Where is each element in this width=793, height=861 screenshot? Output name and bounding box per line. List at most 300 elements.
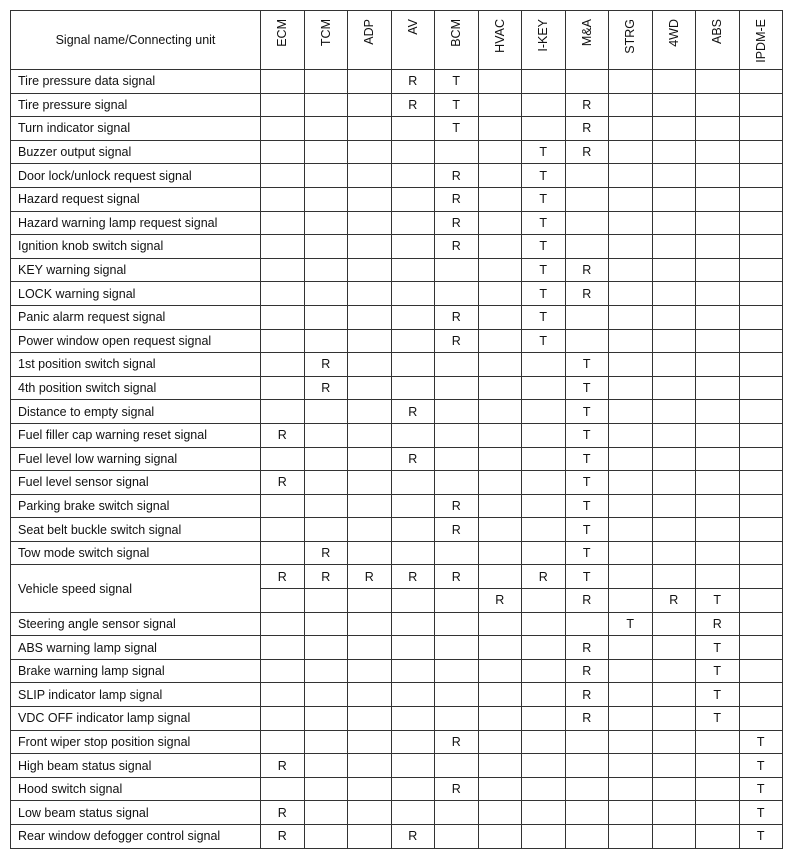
signal-cell (348, 494, 392, 518)
signal-cell: R (261, 471, 305, 495)
signal-cell (261, 187, 305, 211)
signal-cell (609, 258, 653, 282)
unit-header-label: ECM (275, 19, 290, 47)
signal-cell: T (522, 329, 566, 353)
signal-cell (435, 683, 479, 707)
signal-cell (391, 282, 435, 306)
signal-cell: R (435, 494, 479, 518)
unit-header-label: HVAC (492, 19, 507, 53)
signal-cell (609, 93, 653, 117)
signal-cell (348, 305, 392, 329)
signal-cell (609, 447, 653, 471)
signal-cell (522, 707, 566, 731)
signal-name: VDC OFF indicator lamp signal (11, 707, 261, 731)
signal-cell (522, 730, 566, 754)
signal-cell (348, 612, 392, 636)
signal-cell (348, 730, 392, 754)
signal-name: Low beam status signal (11, 801, 261, 825)
signal-cell (739, 282, 783, 306)
signal-cell (304, 730, 348, 754)
signal-name: Power window open request signal (11, 329, 261, 353)
signal-cell (652, 140, 696, 164)
signal-cell (739, 518, 783, 542)
signal-cell: T (565, 400, 609, 424)
signal-cell (609, 659, 653, 683)
signal-cell (261, 541, 305, 565)
signal-cell (435, 258, 479, 282)
signal-cell (522, 589, 566, 613)
signal-cell (609, 754, 653, 778)
signal-cell (652, 636, 696, 660)
signal-cell: T (522, 305, 566, 329)
signal-cell (348, 659, 392, 683)
signal-cell (391, 353, 435, 377)
table-row (11, 825, 783, 849)
signal-cell (522, 447, 566, 471)
signal-cell (348, 211, 392, 235)
signal-cell (304, 636, 348, 660)
signal-cell (348, 683, 392, 707)
signal-cell (652, 707, 696, 731)
signal-cell (609, 329, 653, 353)
signal-cell: T (435, 70, 479, 94)
signal-cell (652, 777, 696, 801)
signal-cell (609, 140, 653, 164)
signal-cell (304, 589, 348, 613)
signal-cell (739, 400, 783, 424)
signal-cell (304, 659, 348, 683)
signal-cell (435, 825, 479, 849)
signal-cell (652, 825, 696, 849)
signal-cell (478, 376, 522, 400)
signal-cell: T (739, 801, 783, 825)
signal-cell: T (696, 589, 740, 613)
signal-cell (522, 683, 566, 707)
signal-cell (739, 117, 783, 141)
signal-cell: R (261, 825, 305, 849)
signal-cell (478, 636, 522, 660)
signal-cell (696, 282, 740, 306)
header-row (11, 11, 783, 70)
signal-cell (609, 471, 653, 495)
signal-cell (739, 211, 783, 235)
signal-name: Fuel level low warning signal (11, 447, 261, 471)
signal-cell: R (391, 565, 435, 589)
signal-cell (739, 376, 783, 400)
table-row (11, 93, 783, 117)
signal-cell (522, 494, 566, 518)
signal-cell: T (696, 636, 740, 660)
signal-cell (261, 659, 305, 683)
signal-cell (304, 235, 348, 259)
signal-cell (696, 93, 740, 117)
signal-cell (652, 471, 696, 495)
signal-cell (478, 211, 522, 235)
signal-cell (478, 353, 522, 377)
signal-cell (435, 801, 479, 825)
signal-cell (261, 70, 305, 94)
signal-cell: T (565, 423, 609, 447)
signal-cell (435, 471, 479, 495)
signal-cell (478, 70, 522, 94)
signal-cell (391, 518, 435, 542)
signal-cell (261, 282, 305, 306)
signal-cell: T (696, 683, 740, 707)
table-row (11, 282, 783, 306)
signal-name: Tire pressure data signal (11, 70, 261, 94)
signal-cell (652, 329, 696, 353)
signal-cell (348, 541, 392, 565)
signal-cell (478, 164, 522, 188)
table-row (11, 612, 783, 636)
signal-cell: T (522, 164, 566, 188)
signal-cell (478, 329, 522, 353)
signal-cell (609, 423, 653, 447)
signal-cell (304, 117, 348, 141)
signal-cell (391, 589, 435, 613)
signal-cell: R (565, 589, 609, 613)
signal-cell (609, 707, 653, 731)
signal-cell: R (391, 70, 435, 94)
signal-cell (304, 801, 348, 825)
signal-cell (348, 423, 392, 447)
signal-cell (304, 683, 348, 707)
signal-cell (435, 140, 479, 164)
signal-cell (609, 305, 653, 329)
signal-cell (739, 612, 783, 636)
signal-cell (609, 825, 653, 849)
signal-name: Ignition knob switch signal (11, 235, 261, 259)
signal-cell (652, 258, 696, 282)
table-row (11, 541, 783, 565)
signal-cell (652, 565, 696, 589)
signal-cell: T (739, 777, 783, 801)
signal-cell: R (565, 707, 609, 731)
signal-name: Rear window defogger control signal (11, 825, 261, 849)
signal-cell (609, 494, 653, 518)
unit-header-ipdm-e (739, 11, 783, 70)
signal-cell (696, 305, 740, 329)
signal-cell (696, 117, 740, 141)
signal-cell (435, 376, 479, 400)
signal-cell (652, 494, 696, 518)
signal-cell: R (565, 258, 609, 282)
signal-cell (435, 400, 479, 424)
signal-cell (391, 636, 435, 660)
signal-cell (261, 400, 305, 424)
signal-cell: R (435, 305, 479, 329)
signal-cell (522, 93, 566, 117)
signal-cell (522, 825, 566, 849)
signal-cell (652, 683, 696, 707)
signal-cell (478, 777, 522, 801)
signal-cell: T (609, 612, 653, 636)
signal-cell (391, 683, 435, 707)
signal-cell (304, 70, 348, 94)
signal-cell (478, 518, 522, 542)
table-row (11, 471, 783, 495)
signal-cell (652, 117, 696, 141)
signal-name: Buzzer output signal (11, 140, 261, 164)
signal-cell: T (565, 541, 609, 565)
signal-cell (739, 329, 783, 353)
signal-cell (261, 612, 305, 636)
signal-cell (696, 187, 740, 211)
signal-cell (391, 659, 435, 683)
signal-name: Tire pressure signal (11, 93, 261, 117)
signal-name: LOCK warning signal (11, 282, 261, 306)
signal-cell (565, 211, 609, 235)
signal-cell (696, 518, 740, 542)
signal-cell (609, 730, 653, 754)
signal-cell (391, 235, 435, 259)
signal-cell (565, 612, 609, 636)
signal-cell (652, 70, 696, 94)
signal-cell (261, 376, 305, 400)
signal-cell (435, 541, 479, 565)
signal-cell (304, 140, 348, 164)
signal-cell (522, 423, 566, 447)
signal-name: SLIP indicator lamp signal (11, 683, 261, 707)
signal-cell (739, 471, 783, 495)
signal-cell: R (391, 825, 435, 849)
signal-cell (348, 707, 392, 731)
signal-cell (565, 730, 609, 754)
signal-cell (304, 305, 348, 329)
signal-cell (609, 353, 653, 377)
signal-cell (304, 93, 348, 117)
signal-cell (261, 636, 305, 660)
signal-name: 1st position switch signal (11, 353, 261, 377)
signal-cell (609, 70, 653, 94)
unit-header-abs (696, 11, 740, 70)
signal-cell (565, 305, 609, 329)
signal-cell (391, 305, 435, 329)
signal-cell (478, 187, 522, 211)
table-row (11, 683, 783, 707)
unit-header-i-key (522, 11, 566, 70)
signal-cell (609, 589, 653, 613)
signal-cell (565, 329, 609, 353)
signal-name: Tow mode switch signal (11, 541, 261, 565)
signal-cell (435, 612, 479, 636)
signal-cell: T (565, 447, 609, 471)
table-row (11, 447, 783, 471)
signal-cell (522, 801, 566, 825)
signal-cell (696, 730, 740, 754)
table-row (11, 211, 783, 235)
signal-cell (261, 707, 305, 731)
signal-cell (652, 187, 696, 211)
signal-cell (478, 659, 522, 683)
unit-header-label: STRG (623, 19, 638, 54)
signal-cell (391, 730, 435, 754)
signal-cell (739, 305, 783, 329)
signal-cell (696, 258, 740, 282)
signal-cell (478, 730, 522, 754)
signal-cell (565, 70, 609, 94)
signal-cell (609, 541, 653, 565)
signal-cell (261, 93, 305, 117)
signal-cell (391, 801, 435, 825)
signal-cell (696, 329, 740, 353)
signal-cell: R (261, 423, 305, 447)
unit-header-ecm (261, 11, 305, 70)
signal-cell (391, 777, 435, 801)
signal-cell (348, 235, 392, 259)
signal-cell (696, 541, 740, 565)
signal-cell (304, 400, 348, 424)
signal-cell (696, 211, 740, 235)
signal-cell (522, 400, 566, 424)
signal-cell: R (652, 589, 696, 613)
signal-cell (304, 825, 348, 849)
signal-cell (304, 423, 348, 447)
signal-cell: T (565, 494, 609, 518)
table-row (11, 329, 783, 353)
table-row (11, 801, 783, 825)
signal-cell (609, 282, 653, 306)
signal-name: Brake warning lamp signal (11, 659, 261, 683)
signal-cell (652, 518, 696, 542)
signal-cell (652, 423, 696, 447)
signal-cell (652, 164, 696, 188)
signal-cell (565, 754, 609, 778)
signal-cell: R (304, 376, 348, 400)
signal-cell (478, 117, 522, 141)
signal-cell (696, 400, 740, 424)
signal-cell (435, 659, 479, 683)
signal-name: Fuel level sensor signal (11, 471, 261, 495)
signal-cell (696, 565, 740, 589)
table-row (11, 659, 783, 683)
signal-cell (739, 565, 783, 589)
signal-cell (261, 211, 305, 235)
signal-cell (522, 777, 566, 801)
signal-cell (652, 730, 696, 754)
signal-cell: T (739, 754, 783, 778)
signal-cell (261, 140, 305, 164)
signal-cell (348, 282, 392, 306)
signal-cell (478, 305, 522, 329)
signal-cell (609, 117, 653, 141)
signal-cell (348, 353, 392, 377)
signal-cell (261, 683, 305, 707)
signal-cell (348, 825, 392, 849)
signal-cell (435, 707, 479, 731)
signal-cell (565, 164, 609, 188)
signal-cell (652, 376, 696, 400)
signal-cell (609, 777, 653, 801)
signal-cell (609, 376, 653, 400)
signal-cell (261, 494, 305, 518)
signal-cell (565, 801, 609, 825)
signal-cell (348, 754, 392, 778)
signal-cell: R (304, 353, 348, 377)
table-row (11, 636, 783, 660)
table-row (11, 376, 783, 400)
signal-cell (435, 589, 479, 613)
signal-cell: R (565, 683, 609, 707)
table-row (11, 187, 783, 211)
signal-cell (522, 471, 566, 495)
signal-cell (348, 589, 392, 613)
signal-name: Distance to empty signal (11, 400, 261, 424)
signal-cell (261, 518, 305, 542)
signal-cell (391, 707, 435, 731)
unit-header-label: BCM (449, 19, 464, 47)
signal-cell: R (565, 93, 609, 117)
signal-cell (391, 754, 435, 778)
table-row (11, 754, 783, 778)
signal-cell (739, 187, 783, 211)
signal-name: Front wiper stop position signal (11, 730, 261, 754)
signal-cell (696, 447, 740, 471)
signal-cell (261, 164, 305, 188)
unit-header-tcm (304, 11, 348, 70)
signal-cell: R (435, 187, 479, 211)
signal-cell (739, 541, 783, 565)
signal-cell (522, 353, 566, 377)
signal-cell (391, 187, 435, 211)
signal-cell: R (261, 801, 305, 825)
signal-cell (348, 70, 392, 94)
unit-header-label: I-KEY (536, 19, 551, 52)
signal-name: Hood switch signal (11, 777, 261, 801)
signal-cell (739, 707, 783, 731)
signal-cell (304, 187, 348, 211)
table-row (11, 117, 783, 141)
table-row (11, 400, 783, 424)
signal-cell (652, 659, 696, 683)
signal-cell (652, 612, 696, 636)
signal-cell (261, 730, 305, 754)
signal-cell: R (261, 754, 305, 778)
signal-cell (261, 305, 305, 329)
unit-header-label: 4WD (666, 19, 681, 47)
table-row (11, 423, 783, 447)
signal-name: 4th position switch signal (11, 376, 261, 400)
signal-cell (348, 117, 392, 141)
signal-cell (739, 636, 783, 660)
table-row (11, 730, 783, 754)
unit-header-hvac (478, 11, 522, 70)
unit-header-label: IPDM-E (753, 19, 768, 63)
signal-cell (609, 235, 653, 259)
signal-cell (652, 282, 696, 306)
signal-cell: T (565, 471, 609, 495)
signal-cell (609, 518, 653, 542)
signal-cell (304, 707, 348, 731)
signal-cell: T (565, 565, 609, 589)
signal-cell: T (739, 825, 783, 849)
table-row (11, 140, 783, 164)
signal-cell (304, 518, 348, 542)
signal-cell: R (391, 400, 435, 424)
signal-cell (652, 541, 696, 565)
signal-cell (391, 211, 435, 235)
unit-header-label: ABS (710, 19, 725, 45)
signal-cell: T (739, 730, 783, 754)
signal-cell: R (478, 589, 522, 613)
signal-cell (478, 754, 522, 778)
signal-cell (652, 211, 696, 235)
signal-cell: R (565, 636, 609, 660)
signal-name: Turn indicator signal (11, 117, 261, 141)
signal-cell (739, 164, 783, 188)
signal-cell: R (435, 777, 479, 801)
unit-header-label: AV (405, 19, 420, 35)
